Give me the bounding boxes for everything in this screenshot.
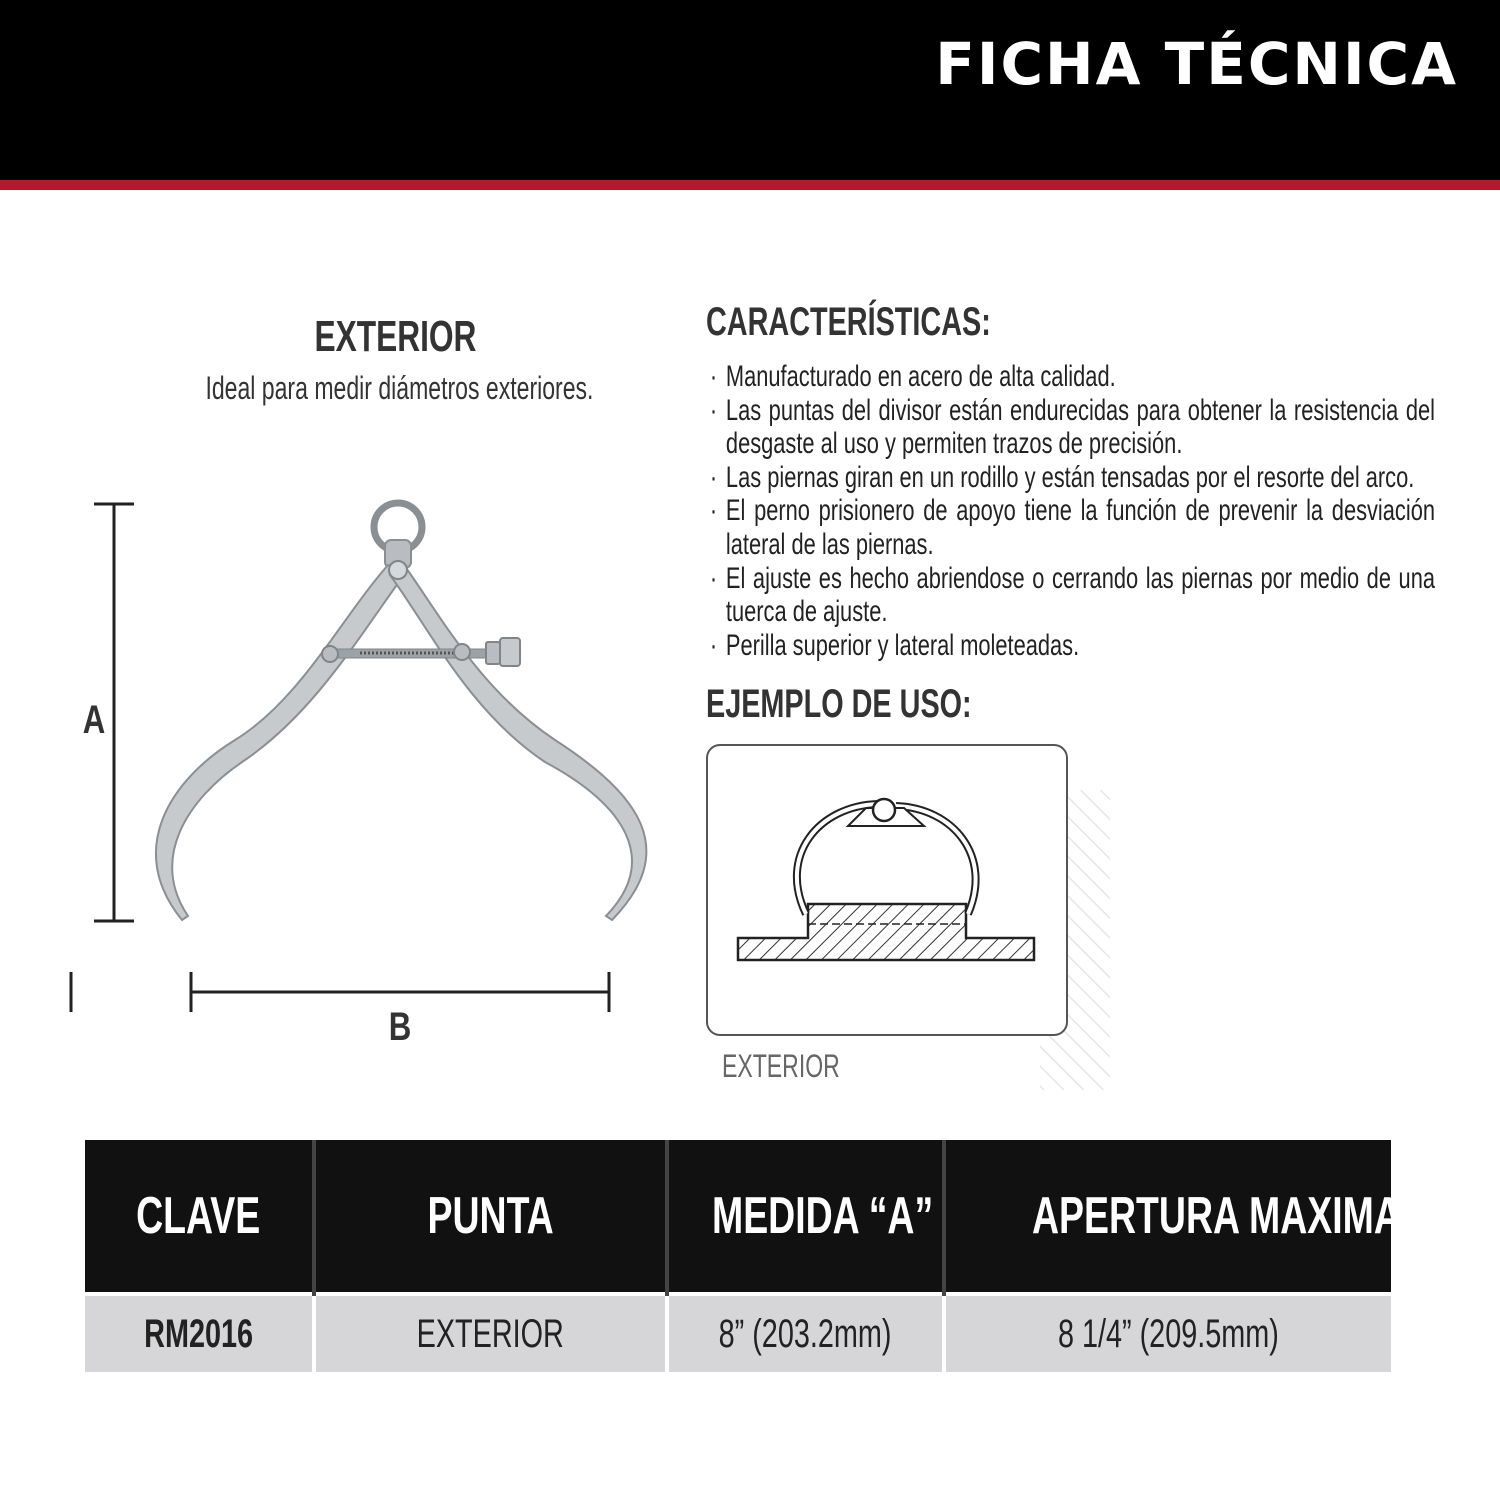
spec-table — [85, 1140, 1475, 1372]
table-header-punta: PUNTA — [314, 1140, 667, 1294]
dimension-a-label: A — [82, 697, 106, 742]
accent-stripe — [0, 180, 1500, 190]
table-cell-medida: 8” (203.2mm) — [667, 1294, 944, 1372]
list-item: · Las piernas giran en un rodillo y están tensadas por el resorte del arco. — [707, 461, 1435, 495]
product-subtitle: Ideal para medir diámetros exteriores. — [205, 370, 594, 406]
usage-illustration — [708, 746, 1066, 1034]
product-title: EXTERIOR — [314, 312, 476, 361]
list-item: · Perilla superior y lateral moleteadas. — [707, 629, 1435, 663]
table-cell-clave: RM2016 — [85, 1294, 314, 1372]
list-item: · El perno prisionero de apoyo tiene la función de prevenir la desviación lateral de las piernas. — [707, 494, 1435, 561]
features-heading: CARACTERÍSTICAS: — [706, 300, 991, 344]
dimension-b-label: B — [388, 1004, 412, 1049]
header-bar — [0, 0, 1500, 180]
caliper-diagram — [0, 470, 700, 1070]
usage-example-box — [706, 744, 1068, 1036]
table-row — [85, 1294, 1391, 1372]
usage-caption: EXTERIOR — [722, 1048, 840, 1084]
table-header-apertura: APERTURA MAXIMA “B” — [944, 1140, 1391, 1294]
list-item: · El ajuste es hecho abriendose o cerrando las piernas por medio de una tuerca de ajuste. — [707, 562, 1435, 629]
list-item: · Las puntas del divisor están endurecidas para obtener la resistencia del desgaste al uso y permiten trazos de precisión. — [707, 394, 1435, 461]
table-cell-apertura: 8 1/4” (209.5mm) — [944, 1294, 1391, 1372]
table-header-clave: CLAVE — [85, 1140, 314, 1294]
table-header-row — [85, 1140, 1391, 1294]
page-title: FICHA TÉCNICA — [935, 30, 1458, 98]
features-list — [707, 360, 1435, 662]
table-header-medida: MEDIDA “A” — [667, 1140, 944, 1294]
usage-heading: EJEMPLO DE USO: — [706, 682, 972, 726]
list-item: · Manufacturado en acero de alta calidad. — [707, 360, 1435, 394]
table-cell-punta: EXTERIOR — [314, 1294, 667, 1372]
caliper-icon — [156, 503, 646, 920]
